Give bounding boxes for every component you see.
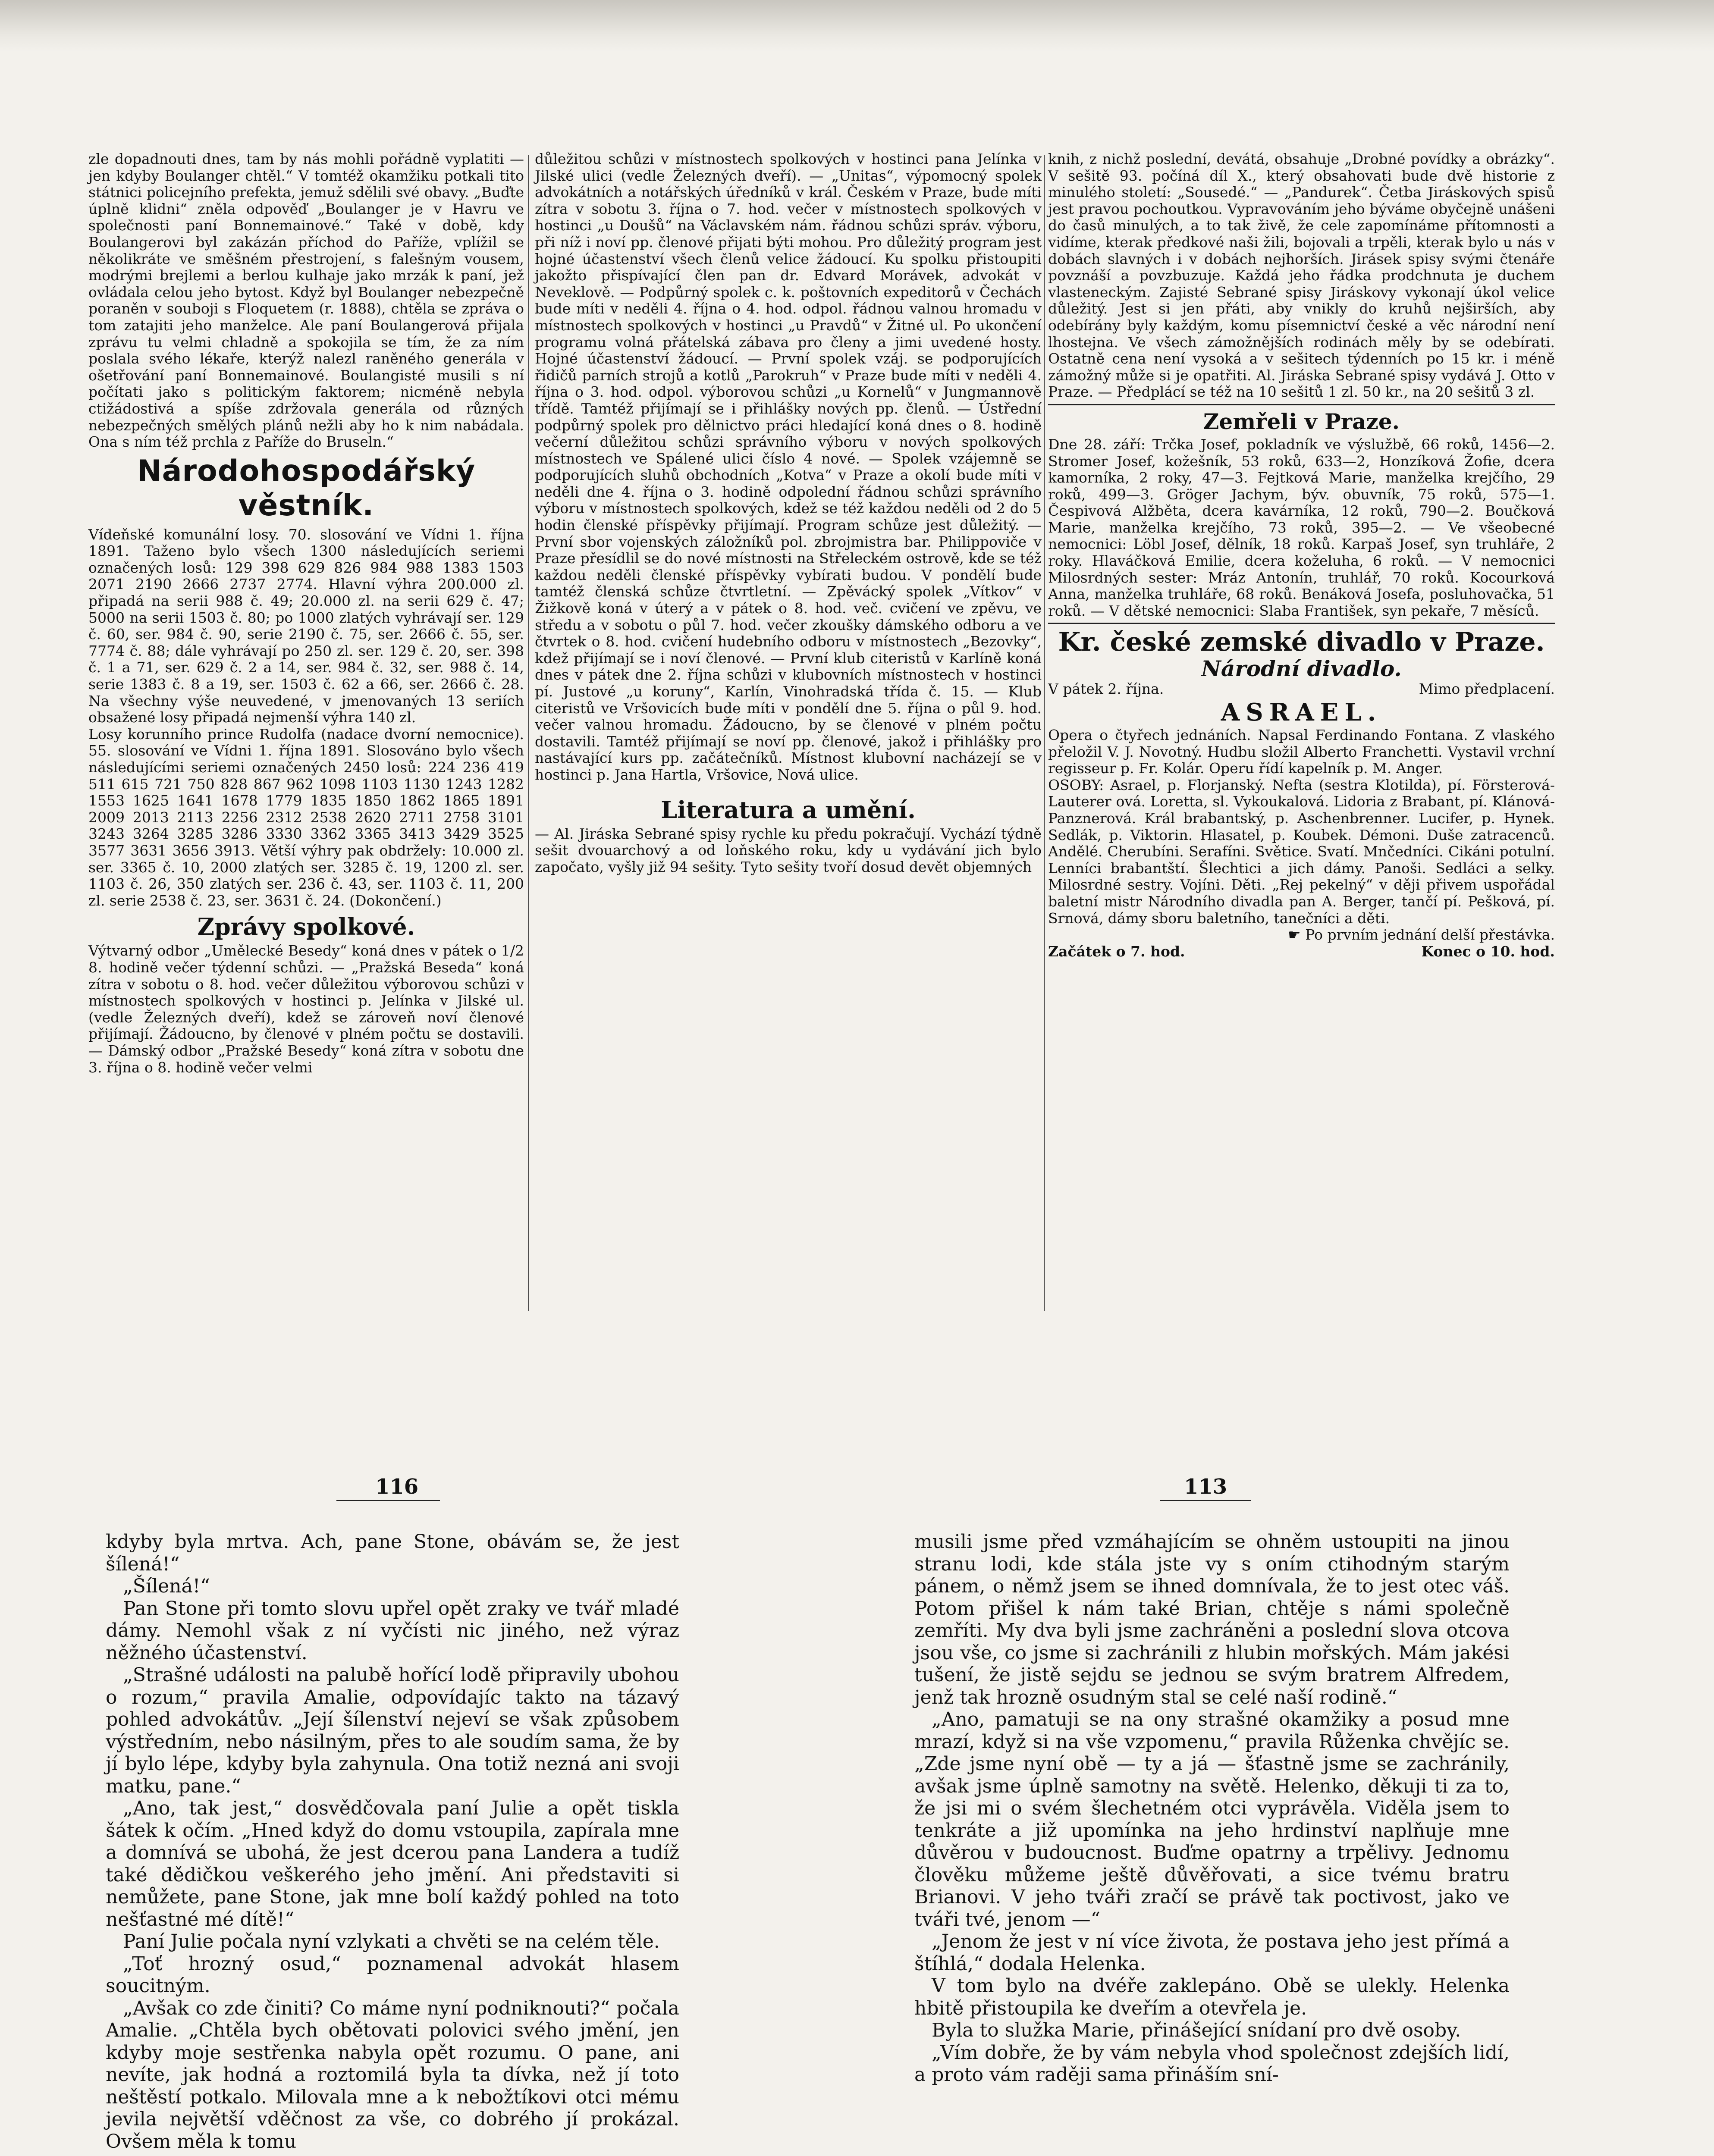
theatre-date-row: [1048, 681, 1555, 698]
page-number-left: 116: [375, 1475, 419, 1499]
story-paragraph: „Avšak co zde činiti? Co máme nyní podniknouti?“ počala Amalie. „Chtěla bych obětovati polovici svého jmění, jen kdyby moje sestřenka nabyla opět rozumu. O pane, ani nevíte, jak hodná a roztomilá byla ta dívka, než jí toto neštěstí potkalo. Milovala mne a k nebožtíkovi otci mému jevila největší vděčnost za vše, co dobrého jí prokázal. Ovšem měla k tomu: [106, 1997, 679, 2153]
rule: [1048, 404, 1555, 405]
section-heading-deaths: Zemřeli v Praze.: [1203, 408, 1400, 434]
end-time: Konec o 10. hod.: [1421, 943, 1555, 960]
story-paragraph: „Vím dobře, že by vám nebyla vhod společnost zdejších lidí, a proto vám raději sama přináším sní-: [914, 2041, 1510, 2086]
section-heading-societies: Zprávy spolkové.: [197, 913, 415, 941]
story-paragraph: Byla to služka Marie, přinášející snídaní pro dvě osoby.: [932, 2019, 1461, 2041]
intermission-note: ☛ Po prvním jednání delší přestávka.: [1288, 926, 1555, 943]
theatre-subtitle: Národní divadlo.: [1201, 656, 1402, 682]
column-divider: [528, 155, 529, 1311]
story-paragraph: „Ano, tak jest,“ dosvědčovala paní Julie a opět tiskla šátek k očím. „Hned když do domu vstoupila, zapírala mne a domnívá se ubohá, že jest dcerou pana Landera a tudíž také dědičkou veškerého jeho jmění. Ani představiti si nemůžete, pane Stone, jak mne bolí každý pohled na toto nešťastné mé dítě!“: [106, 1797, 679, 1930]
story-page-left: [106, 1531, 679, 2153]
literature-jirasek-cont: knih, z nichž poslední, devátá, obsahuje „Drobné povídky a obrázky“. V sešitě 93. počíná díl X., který obsahovati bude dvě historie z minulého století: „Sousedé.“ — „Pandurek“. Četba Jiráskových spisů jest pravou pochoutkou. Vypravováním jeho býváme obyčejně unášeni do časů minulých, a to tak živě, že cele zapomínáme přítomnosti a vidíme, kterak předkové naši žili, bojovali a trpěli, kterak bylo u nás v dobách slavných i v dobách nejhorších. Jirásek spisy svými čtenáře povznáší a povzbuzuje. Každá jeho řádka prodchnuta je duchem vlasteneckým. Zajisté Sebrané spisy Jiráskovy vykonají úkol velice důležitý. Jest si jen přáti, aby vnikly do kruhů nejširších, aby odebírány byly každým, komu písemnictví české a věc národní není lhostejna. Ve všech zámožnějších rodinách měly by se odebírati. Ostatně cena není vysoká a v sešitech týdenních po 15 kr. i méně zámožný může si je opatřiti. Al. Jiráska Sebrané spisy vydává J. Otto v Praze. — Předplácí se též na 10 sešitů 1 zl. 50 kr., na 20 sešitů 3 zl.: [1048, 150, 1555, 401]
section-heading-economy: Národohospodářský věstník.: [137, 454, 476, 523]
societies-news: Výtvarný odbor „Umělecké Besedy“ koná dnes v pátek o 1/2 8. hodině večer týdenní schůzi. — „Pražská Beseda“ koná zítra v sobotu o 8. hod. večer důležitou výborovou schůzi v místnostech spolkových v hostinci p. Jelínka v Jilské ul. (vedle Železných dveří), kdež se zároveň noví členové přijímají. Žádoucno, by členové v plném počtu se dostavili. — Dámský odbor „Pražské Besedy“ koná zítra v sobotu dne 3. října o 8. hodině večer velmi: [88, 942, 524, 1076]
column-right: [1048, 151, 1555, 960]
story-paragraph: Paní Julie počala nyní vzlykati a chvěti se na celém těle.: [123, 1930, 660, 1952]
story-paragraph: „Ano, pamatuji se na ony strašné okamžiky a posud mne mrazí, když si na vše vzpomenu,“ pravila Růženka chvějíc se. „Zde jsme nyní obě — ty a já — šťastně jsme se zachránily, avšak jsme úplně samotny na světě. Helenko, děkuji ti za to, že jsi mi o svém šlechetném otci vyprávěla. Viděla jsem to tenkráte a již upomínka na jeho hrdinství naplňuje mne důvěrou v budoucnost. Buďme opatrny a trpělivy. Jednomu člověku můžeme ještě důvěřovati, a sice tvému bratru Brianovi. V jeho tváři zračí se právě tak poctivost, jako ve tváři tvé, jenom —“: [914, 1708, 1510, 1930]
story-paragraph: „Toť hrozný osud,“ poznamenal advokát hlasem soucitným.: [106, 1952, 679, 1997]
start-time: Začátek o 7. hod.: [1048, 943, 1185, 960]
page-number-right: 113: [1184, 1475, 1227, 1499]
performance-date: V pátek 2. října.: [1048, 680, 1164, 698]
scan-top-edge: [0, 0, 1714, 52]
societies-news-cont: důležitou schůzi v místnostech spolkových v hostinci pana Jelínka v Jilské ulici (vedle Železných dveří). — „Unitas“, výpomocný spolek advokátních a notářských úředníků v král. Českém v Praze, bude míti zítra v sobotu 3. října o 7. hod. večer v místnostech spolkových v hostinci „u Doušů“ na Václavském nám. řádnou schůzi správ. výboru, při níž i noví pp. členové přijati býti mohou. Pro důležitý program jest hojné účastenství všech členů velice žádoucí. Ku spolku přistoupiti jakožto přispívající člen pan dr. Edvard Morávek, advokát v Neveklově. — Podpůrný spolek c. k. poštovních expeditorů v Čechách bude míti v neděli 4. října o 4. hod. odpol. řádnou valnou hromadu v místnostech spolkových v hostinci „u Pravdů“ v Žitné ul. Po ukončení programu volná přátelská zábava pro členy a jimi uvedené hosty. Hojné účastenství žádoucí. — První spolek vzáj. se podporujících řidičů parních strojů a kotlů „Parokruh“ v Praze bude míti v neděli 4. října o 3. hod. odpol. výborovou schůzi „u Kornelů“ v Jungmannově třídě. Tamtéž přijímají se i přihlášky nových pp. členů. — Ústřední podpůrný spolek pro dělnictvo práci hledající koná dnes o 8. hodině večerní důležitou schůzi správního výboru v nových spolkových místnostech ve Spálené ulici číslo 4 nové. — Spolek vzájemně se podporujících sluhů obchodních „Kotva“ v Praze a okolí bude míti v neděli dne 4. října o 3. hodině odpolední řádnou schůzi správního výboru v místnostech spolkových, kdež se též každou neděli od 2 do 5 hodin členské příspěvky přijímají. Program schůze jest důležitý. — První sbor vojenských záložníků pol. zbrojmistra bar. Philippoviče v Praze přesídlil se do nové místnosti na Střeleckém ostrově, kde se též každou neděli členské příspěvky vybírati budou. V pondělí bude tamtéž členská schůze čtvrtletní. — Zpěvácký spolek „Vítkov“ v Žižkově koná v úterý a v pátek o 8. hod. več. cvičení ve zpěvu, ve středu a v sobotu o půl 7. hod. večer zkoušky dámského odboru a ve čtvrtek o 8. hod. cvičení hudebního odboru v místnostech „Bezovky“, kdež přijímají se i noví členové. — První klub citeristů v Karlíně koná dnes v pátek dne 2. října schůzi v klubovních místnostech v hostinci pí. Justové „u koruny“, Karlín, Vinohradská třída č. 15. — Klub citeristů ve Vršovicích bude míti v pondělí dne 5. října o půl 9. hod. večer valnou hromadu. Žádoucno, by se členové v plném počtu dostavili. Tamtéž přijímají se noví pp. členové, jakož i přihlášky pro nastávající kurs pp. začátečníků. Místnost klubovní nacházejí se v hostinci p. Jana Hartla, Vršovice, Nová ulice.: [535, 150, 1042, 783]
story-paragraph: „Šílená!“: [123, 1575, 210, 1597]
section-heading-literature: Literatura a umění.: [661, 796, 916, 824]
article-boulanger: zle dopadnouti dnes, tam by nás mohli pořádně vyplatiti — jen kdyby Boulanger chtěl.“ V tomtéž okamžiku potkali tito státnici policejního prefekta, jemuž sdělili své obavy. „Buďte úplně klidni“ zněla odpověď „Boulanger je v Havru ve společnosti paní Bonnemainové.“ Také v době, kdy Boulangerovi byl zakázán příchod do Paříže, vplížil se několikráte ve směšném přestrojení, s falešným vousem, modrými brejlemi a berlou kulhaje jako mrzák k paní, jež ovládala celou jeho bytost. Když byl Boulanger nebezpečně poraněn v souboji s Floquetem (r. 1888), chtěla se zpráva o tom zatajiti jeho manželce. Ale paní Boulangerová přijala zprávu tu velmi chladně a spokojila se tím, že za ním poslala svého lékaře, kterýž nalezl raněného generála v ošetřování paní Bonnemainové. Boulangisté musili s ní počítati jako s politickým faktorem; nicméně nebyla ctižádostivá a spíše zdržovala generála od různých nebezpečných smělých plánů nežli aby ho k nim nabádala. Ona s ním též prchla z Paříže do Bruseln.“: [88, 150, 524, 451]
literature-jirasek: — Al. Jiráska Sebrané spisy rychle ku předu pokračují. Vychází týdně sešit dvouarchový a od loňského roku, kdy u vydávání jich bylo započato, vyšly již 94 sešity. Tyto sešity tvoří dosud devět objemných: [535, 825, 1042, 875]
theatre-title: Kr. české zemské divadlo v Praze.: [1058, 627, 1545, 658]
opera-description: Opera o čtyřech jednáních. Napsal Ferdinando Fontana. Z vlaského přeložil V. J. Novotný. Hudbu složil Alberto Franchetti. Vystavil vrchní regisseur p. Fr. Kolár. Operu řídí kapelník p. M. Anger.: [1048, 727, 1555, 777]
story-paragraph: Pan Stone při tomto slovu upřel opět zraky ve tvář mladé dámy. Nemohl však z ní vyčísti nic jiného, než výraz něžného účastenství.: [106, 1597, 679, 1664]
subscription-note: Mimo předplacení.: [1419, 680, 1555, 698]
page-number-rule: [336, 1500, 440, 1501]
story-paragraph: musili jsme před vzmáhajícím se ohněm ustoupiti na jinou stranu lodi, kde stála jste vy s oním ctihodným starým pánem, o němž jsem se ihned domnívala, že to jest otec váš. Potom přišel k nám také Brian, chtěje s námi společně zemříti. My dva byli jsme zachráněni a poslední slova otcova jsou vše, co jsme si zachránili z hlubin mořských. Mám jakési tušení, že jistě sejdu se jednou se svým bratrem Alfredem, jenž tak hrozně osudným stal se celé naší rodině.“: [914, 1531, 1510, 1708]
story-paragraph: „Jenom že jest v ní více života, že postava jeho jest přímá a štíhlá,“ dodala Helenka.: [914, 1930, 1510, 1975]
column-left: [88, 151, 524, 1076]
story-paragraph: kdyby byla mrtva. Ach, pane Stone, obávám se, že jest šílená!“: [106, 1531, 679, 1575]
lottery-vienna: Vídeňské komunální losy. 70. slosování ve Vídni 1. října 1891. Taženo bylo všech 1300 následujících seriemi označených losů: 129 398 629 826 984 988 1383 1503 2071 2190 2666 2737 2774. Hlavní výhra 200.000 zl. připadá na serii 988 č. 49; 20.000 zl. na serii 629 č. 47; 5000 na serii 1503 č. 80; po 1000 zlatých vyhrávají ser. 129 č. 60, ser. 984 č. 90, serie 2190 č. 75, ser. 2666 č. 55, ser. 7774 č. 88; dále vyhrávají po 250 zl. ser. 129 č. 20, ser. 398 č. 1 a 71, ser. 629 č. 2 a 14, ser. 984 č. 32, ser. 988 č. 14, serie 1383 č. 8 a 19, ser. 1503 č. 62 a 66, ser. 2666 č. 28. Na všechny výše neuvedené, v jmenovaných 13 seriích obsažené losy připadá nejmenší výhra 140 zl.: [88, 526, 524, 726]
column-divider: [1044, 155, 1045, 1311]
performance-times: [1048, 943, 1555, 960]
story-page-right: [914, 1531, 1510, 2086]
opera-cast: OSOBY: Asrael, p. Florjanský. Nefta (sestra Klotilda), pí. Försterová-Lauterer ová. Loretta, sl. Vykoukalová. Lidoria z Brabant, pí. Klánová-Panznerová. Král brabantský, p. Aschenbrenner. Lucifer, p. Hynek. Sedlák, p. Viktorin. Hlasatel, p. Koubek. Démoni. Duše zatracenců. Andělé. Cherubíni. Serafíni. Světice. Svatí. Mnčedníci. Cikáni potulní. Lenníci brabantští. Šlechtici a jich dámy. Panoši. Sedláci a selky. Milosrdné sestry. Vojíni. Děti. „Rej pekelný“ v ději přivem uspořádal baletní mistr Národního divadla pan A. Berger, tančí pí. Pešková, pí. Srnová, dámy sboru baletního, tanečníci a děti.: [1048, 776, 1555, 927]
story-paragraph: „Strašné události na palubě hořící lodě připravily ubohou o rozum,“ pravila Amalie, odpovídajíc takto na tázavý pohled advokátův. „Její šílenství nejeví se však způsobem výstředním, nebo násilným, přes to ale soudím sama, že by jí bylo lépe, kdyby byla zahynula. Ona totiž nezná ani svoji matku, pane.“: [106, 1664, 679, 1797]
story-paragraph: V tom bylo na dvéře zaklepáno. Obě se ulekly. Helenka hbitě přistoupila ke dveřím a otevřela je.: [914, 1975, 1510, 2019]
rule: [1048, 623, 1555, 624]
death-notices: Dne 28. září: Trčka Josef, pokladník ve výslužbě, 66 roků, 1456—2. Stromer Josef, kožešník, 53 roků, 633—2, Honzíková Žofie, dcera kamorníka, 2 roky, 47—3. Fejtková Marie, manželka krejčího, 29 roků, 499—3. Gröger Jachym, býv. obuvník, 75 roků, 575—1. Čespivová Alžběta, dcera kavárníka, 12 roků, 790—2. Boučková Marie, manželka krejčího, 73 roků, 395—2. — Ve všeobecné nemocnici: Löbl Josef, dělník, 18 roků. Karpaš Josef, syn truhláře, 2 roky. Hlaváčková Emilie, dcera koželuha, 6 roků. — V nemocnici Milosrdných sester: Mráz Antonín, truhlář, 70 roků. Kocourková Anna, manželka truhláře, 68 roků. Benáková Josefa, posluhovačka, 51 roků. — V dětské nemocnici: Slaba František, syn pekaře, 7 měsíců.: [1048, 436, 1555, 619]
opera-title: ASRAEL.: [1221, 698, 1382, 727]
column-middle: [535, 151, 1042, 875]
lottery-rudolf: Losy korunního prince Rudolfa (nadace dvorní nemocnice). 55. slosování ve Vídni 1. října 1891. Slosováno bylo všech následujícími seriemi označených 2450 losů: 224 236 419 511 615 721 750 828 867 962 1098 1103 1130 1243 1282 1553 1625 1641 1678 1779 1835 1850 1862 1865 1891 2009 2013 2113 2256 2312 2538 2620 2711 2758 3101 3243 3264 3285 3286 3330 3362 3365 3413 3429 3525 3577 3631 3656 3913. Větší výhry pak obdržely: 10.000 zl. ser. 3365 č. 10, 2000 zlatých ser. 3285 č. 19, 1200 zl. ser. 1103 č. 26, 350 zlatých ser. 236 č. 43, ser. 1103 č. 11, 200 zl. serie 2538 č. 23, ser. 3631 č. 24. (Dokončení.): [88, 725, 524, 909]
page-number-rule: [1160, 1500, 1251, 1501]
pointing-hand-icon: ☛: [1288, 926, 1306, 943]
